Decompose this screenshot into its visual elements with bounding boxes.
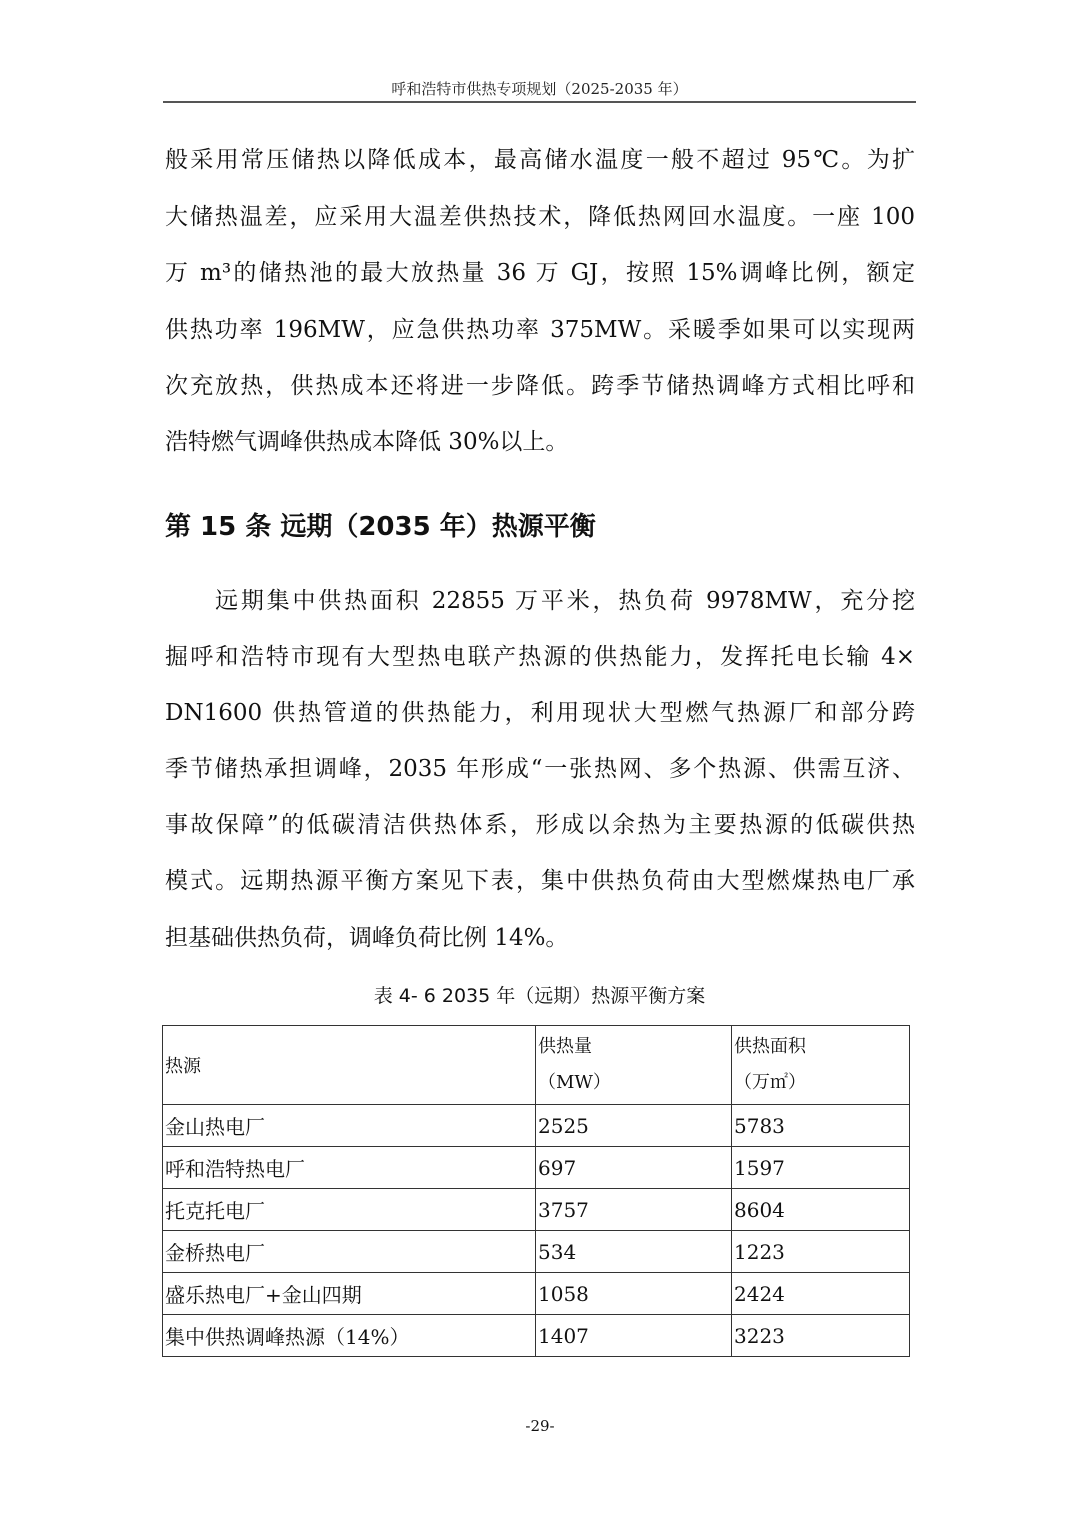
text-line: 模式。远期热源平衡方案见下表，集中供热负荷由大型燃煤热电厂承 bbox=[165, 868, 915, 894]
header-label: 供热面积 bbox=[734, 1036, 806, 1057]
cell-heat-source: 呼和浩特热电厂 bbox=[163, 1147, 536, 1189]
cell-heat-source: 集中供热调峰热源（14%） bbox=[163, 1315, 536, 1357]
cell-heat-source: 托克托电厂 bbox=[163, 1189, 536, 1231]
table-row bbox=[163, 1147, 910, 1189]
table-header-row bbox=[163, 1026, 910, 1105]
cell-heat-supply: 1407 bbox=[536, 1315, 732, 1357]
text-line: 浩特燃气调峰供热成本降低 30%以上。 bbox=[165, 429, 569, 455]
table-row bbox=[163, 1273, 910, 1315]
table-row bbox=[163, 1315, 910, 1357]
cell-heat-source: 金桥热电厂 bbox=[163, 1231, 536, 1273]
text-line: 季节储热承担调峰，2035 年形成“一张热网、多个热源、供需互济、 bbox=[165, 756, 915, 782]
text-line: 事故保障”的低碳清洁供热体系，形成以余热为主要热源的低碳供热 bbox=[165, 812, 915, 838]
header-rule bbox=[163, 101, 916, 103]
text-line: DN1600 供热管道的供热能力，利用现状大型燃气热源厂和部分跨 bbox=[165, 700, 915, 726]
table-row bbox=[163, 1105, 910, 1147]
cell-heating-area: 3223 bbox=[732, 1315, 910, 1357]
header-heat-supply bbox=[536, 1026, 732, 1105]
cell-heating-area: 2424 bbox=[732, 1273, 910, 1315]
cell-heating-area: 1223 bbox=[732, 1231, 910, 1273]
cell-heat-source: 盛乐热电厂+金山四期 bbox=[163, 1273, 536, 1315]
header-unit: （万㎡） bbox=[734, 1072, 806, 1093]
text-line: 远期集中供热面积 22855 万平米，热负荷 9978MW，充分挖 bbox=[215, 588, 915, 614]
heat-balance-table bbox=[162, 1025, 910, 1357]
cell-heating-area: 5783 bbox=[732, 1105, 910, 1147]
cell-heat-supply: 534 bbox=[536, 1231, 732, 1273]
cell-heat-supply: 2525 bbox=[536, 1105, 732, 1147]
table-caption: 表 4- 6 2035 年（远期）热源平衡方案 bbox=[373, 985, 706, 1007]
text-line: 掘呼和浩特市现有大型热电联产热源的供热能力，发挥托电长输 4× bbox=[165, 644, 915, 670]
text-line: 大储热温差，应采用大温差供热技术，降低热网回水温度。一座 100 bbox=[165, 204, 915, 230]
cell-heat-supply: 697 bbox=[536, 1147, 732, 1189]
text-line: 次充放热，供热成本还将进一步降低。跨季节储热调峰方式相比呼和 bbox=[165, 373, 915, 399]
text-line: 担基础供热负荷，调峰负荷比例 14%。 bbox=[165, 925, 569, 951]
page-number: -29- bbox=[525, 1417, 555, 1435]
header-label: 热源 bbox=[165, 1056, 201, 1077]
table-row bbox=[163, 1189, 910, 1231]
section-heading: 第 15 条 远期（2035 年）热源平衡 bbox=[165, 512, 596, 542]
text-line: 万 m³的储热池的最大放热量 36 万 GJ，按照 15%调峰比例，额定 bbox=[165, 260, 915, 286]
cell-heat-supply: 1058 bbox=[536, 1273, 732, 1315]
text-line: 般采用常压储热以降低成本，最高储水温度一般不超过 95℃。为扩 bbox=[165, 147, 915, 173]
cell-heating-area: 8604 bbox=[732, 1189, 910, 1231]
header-label: 供热量 bbox=[538, 1036, 592, 1057]
running-header: 呼和浩特市供热专项规划（2025-2035 年） bbox=[391, 80, 688, 98]
header-heat-source bbox=[163, 1026, 536, 1105]
text-line: 供热功率 196MW，应急供热功率 375MW。采暖季如果可以实现两 bbox=[165, 317, 915, 343]
cell-heat-supply: 3757 bbox=[536, 1189, 732, 1231]
cell-heat-source: 金山热电厂 bbox=[163, 1105, 536, 1147]
cell-heating-area: 1597 bbox=[732, 1147, 910, 1189]
header-unit: （MW） bbox=[538, 1072, 611, 1093]
header-heating-area bbox=[732, 1026, 910, 1105]
table-row bbox=[163, 1231, 910, 1273]
